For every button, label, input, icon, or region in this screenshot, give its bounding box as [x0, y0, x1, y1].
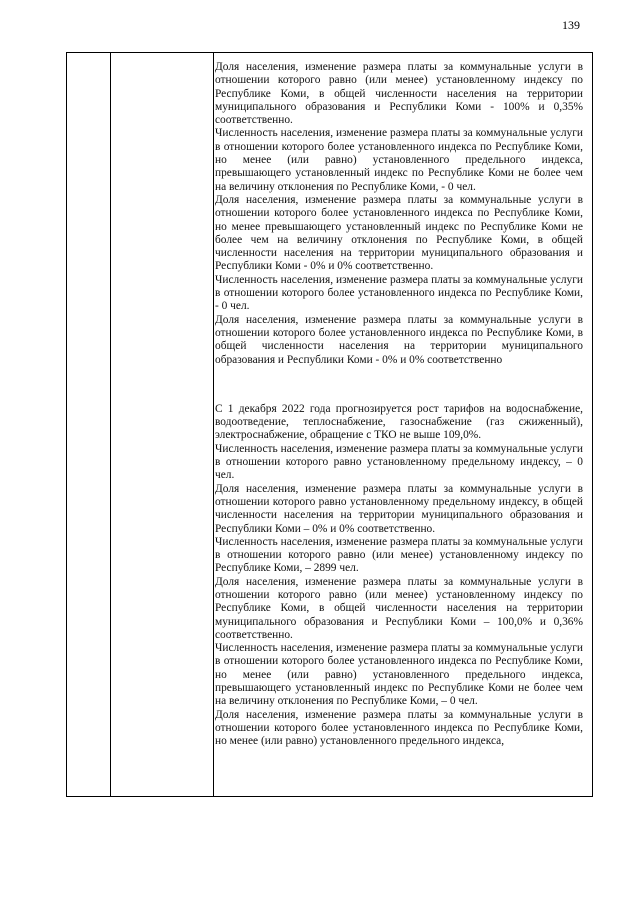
paragraph: Численность населения, изменение размера платы за коммунальные услуги в отношении которого равно установленному предельному индексу, – 0 чел.	[215, 442, 583, 482]
paragraph: Доля населения, изменение размера платы за коммунальные услуги в отношении которого равно (или менее) установленному индексу по Республике Коми, в общей численности населения на территории муниципального образования и Республики Коми – 100,0% и 0,36% соответственно.	[215, 575, 583, 641]
paragraph: Численность населения, изменение размера платы за коммунальные услуги в отношении которого более установленного индекса по Республике Коми, но менее (или равно) установленного предельного индекса, превышающего установленный индекс по Республике Коми не более чем на величину отклонения по Республике Коми, - 0 чел.	[215, 127, 583, 193]
spacer	[215, 367, 583, 403]
paragraph: Доля населения, изменение размера платы за коммунальные услуги в отношении которого равно (или менее) установленному индексу по Республике Коми, в общей численности населения на территории муниципального образования и Республики Коми - 100% и 0,35% соответственно.	[215, 61, 583, 127]
paragraph: Численность населения, изменение размера платы за коммунальные услуги в отношении которого более установленного индекса по Республике Коми, но менее (или равно) установленного предельного индекса, превышающего установленный индекс по Республике Коми не более чем на величину отклонения по Республике Коми, – 0 чел.	[215, 642, 583, 708]
paragraph: Численность населения, изменение размера платы за коммунальные услуги в отношении которого равно (или менее) установленному индексу по Республике Коми, – 2899 чел.	[215, 535, 583, 575]
paragraph: Доля населения, изменение размера платы за коммунальные услуги в отношении которого более установленного индекса по Республике Коми, в общей численности населения на территории муниципального образования и Республики Коми - 0% и 0% соответственно	[215, 313, 583, 366]
paragraph: Доля населения, изменение размера платы за коммунальные услуги в отношении которого более установленного индекса по Республике Коми, но менее (или равно) установленного предельного индекса,	[215, 708, 583, 748]
table	[66, 52, 593, 797]
column-divider-2	[213, 53, 214, 796]
paragraph: Доля населения, изменение размера платы за коммунальные услуги в отношении которого равно установленному предельному индексу, в общей численности населения на территории муниципального образования и Республики Коми – 0% и 0% соответственно.	[215, 482, 583, 535]
column-divider-1	[110, 53, 111, 796]
page-number: 139	[562, 18, 580, 32]
table-cell-text	[215, 61, 583, 749]
paragraph: Численность населения, изменение размера платы за коммунальные услуги в отношении которого более установленного индекса по Республике Коми, - 0 чел.	[215, 273, 583, 313]
paragraph: С 1 декабря 2022 года прогнозируется рост тарифов на водоснабжение, водоотведение, теплоснабжение, газоснабжение (газ сжиженный), электроснабжение, обращение с ТКО не выше 109,0%.	[215, 402, 583, 442]
paragraph: Доля населения, изменение размера платы за коммунальные услуги в отношении которого более установленного индекса по Республике Коми, но менее превышающего установленный индекс по Республике Коми не более чем на величину отклонения по Республике Коми, в общей численности населения на территории муниципального образования и Республики Коми - 0% и 0% соответственно.	[215, 193, 583, 273]
